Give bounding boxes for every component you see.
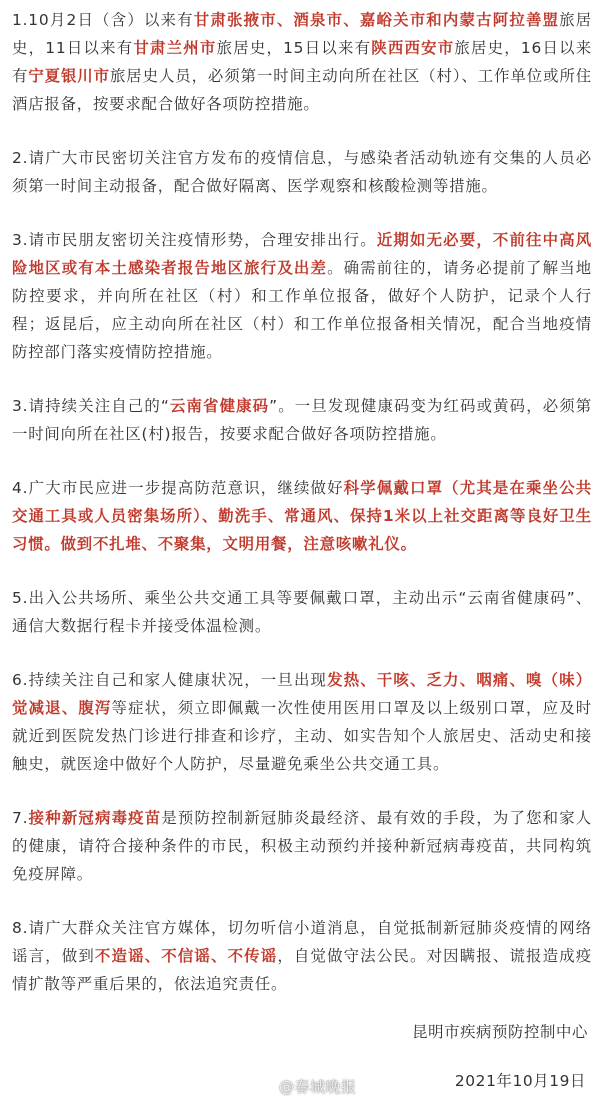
notice-item-2 <box>12 144 592 200</box>
body-text: 旅居史人员，必须第一时间主动向所在社区（村）、工作单位或所住酒店报备，按要求配合做好各项防控措施。 <box>12 67 592 113</box>
notice-item-5 <box>12 474 592 558</box>
body-text: 旅居史，15日以来有 <box>216 39 372 57</box>
highlighted-text: 科学佩戴口罩（尤其是在乘坐公共交通工具或人员密集场所）、勤洗手、常通风、保持1米以上社交距离等良好卫生习惯。做到不扎堆、不聚集，文明用餐，注意咳嗽礼仪。 <box>12 479 592 553</box>
notice-item-3 <box>12 226 592 366</box>
weibo-icon <box>258 1080 276 1094</box>
notice-item-4 <box>12 392 592 448</box>
notice-item-1 <box>12 6 592 118</box>
body-text: 3.请市民朋友密切关注疫情形势，合理安排出行。 <box>12 231 377 249</box>
issuing-organization: 昆明市疾病预防控制中心 <box>412 1023 588 1041</box>
highlighted-text: 接种新冠病毒疫苗 <box>28 809 162 827</box>
highlighted-text: 不造谣、不信谣、不传谣 <box>94 947 278 965</box>
notice-item-7 <box>12 666 592 778</box>
body-text: 2.请广大市民密切关注官方发布的疫情信息，与感染者活动轨迹有交集的人员必须第一时间主动报备，配合做好隔离、医学观察和核酸检测等措施。 <box>12 149 592 195</box>
body-text: 8.请广大群众关注官方媒体，切勿听信小道消息，自觉抵制新冠肺炎疫情的网络谣言，做到 <box>12 919 592 965</box>
body-text: 3.请持续关注自己的“ <box>12 397 170 415</box>
highlighted-text: 甘肃兰州市 <box>133 39 217 57</box>
watermark-text: @春城晚报 <box>279 1078 357 1096</box>
body-text: 。确需前往的，请务必提前了解当地防控要求，并向所在社区（村）和工作单位报备，做好个人防护，记录个人行程；返昆后，应主动向所在社区（村）和工作单位报备相关情况，配合当地疫情防控部门落实疫情防控措施。 <box>12 259 592 361</box>
body-text: 6.持续关注自己和家人健康状况，一旦出现 <box>12 671 328 689</box>
notice-item-8 <box>12 804 592 888</box>
issue-date: 2021年10月19日 <box>454 1072 586 1090</box>
highlighted-text: 甘肃张掖市、酒泉市、嘉峪关市和内蒙古阿拉善盟 <box>193 11 560 29</box>
body-text: 5.出入公共场所、乘坐公共交通工具等要佩戴口罩，主动出示“云南省健康码”、通信大数据行程卡并接受体温检测。 <box>12 589 592 635</box>
body-text: 1.10月2日（含）以来有 <box>12 11 194 29</box>
highlighted-text: 近期如无必要，不前往中高风险地区或有本土感染者报告地区旅行及出差 <box>12 231 592 277</box>
body-text: 4.广大市民应进一步提高防范意识，继续做好 <box>12 479 344 497</box>
body-text: 是预防控制新冠肺炎最经济、最有效的手段，为了您和家人的健康，请符合接种条件的市民，积极主动预约并接种新冠病毒疫苗，共同构筑免疫屏障。 <box>12 809 592 883</box>
highlighted-text: 云南省健康码 <box>169 397 270 415</box>
notice-item-9 <box>12 914 592 998</box>
notice-item-6 <box>12 584 592 640</box>
body-text: 旅居史，11日以来有 <box>12 11 592 57</box>
highlighted-text: 宁夏银川市 <box>28 67 110 85</box>
highlighted-text: 发热、干咳、乏力、咽痛、嗅（味）觉减退、腹泻 <box>12 671 592 717</box>
body-text: ”。一旦发现健康码变为红码或黄码，必须第一时间向所在社区(村)报告，按要求配合做好各项防控措施。 <box>12 397 592 443</box>
highlighted-text: 陕西西安市 <box>371 39 455 57</box>
body-text: 7. <box>12 809 29 827</box>
watermark <box>258 1076 357 1097</box>
notice-body <box>12 6 592 1024</box>
body-text: 等症状，须立即佩戴一次性使用医用口罩及以上级别口罩，应及时就近到医院发热门诊进行排查和诊疗，主动、如实告知个人旅居史、活动史和接触史，就医途中做好个人防护，尽量避免乘坐公共交通工具。 <box>12 699 592 773</box>
body-text: 旅居史，16日以来有 <box>12 39 592 85</box>
body-text: ，自觉做守法公民。对因瞒报、谎报造成疫情扩散等严重后果的，依法追究责任。 <box>12 947 592 993</box>
